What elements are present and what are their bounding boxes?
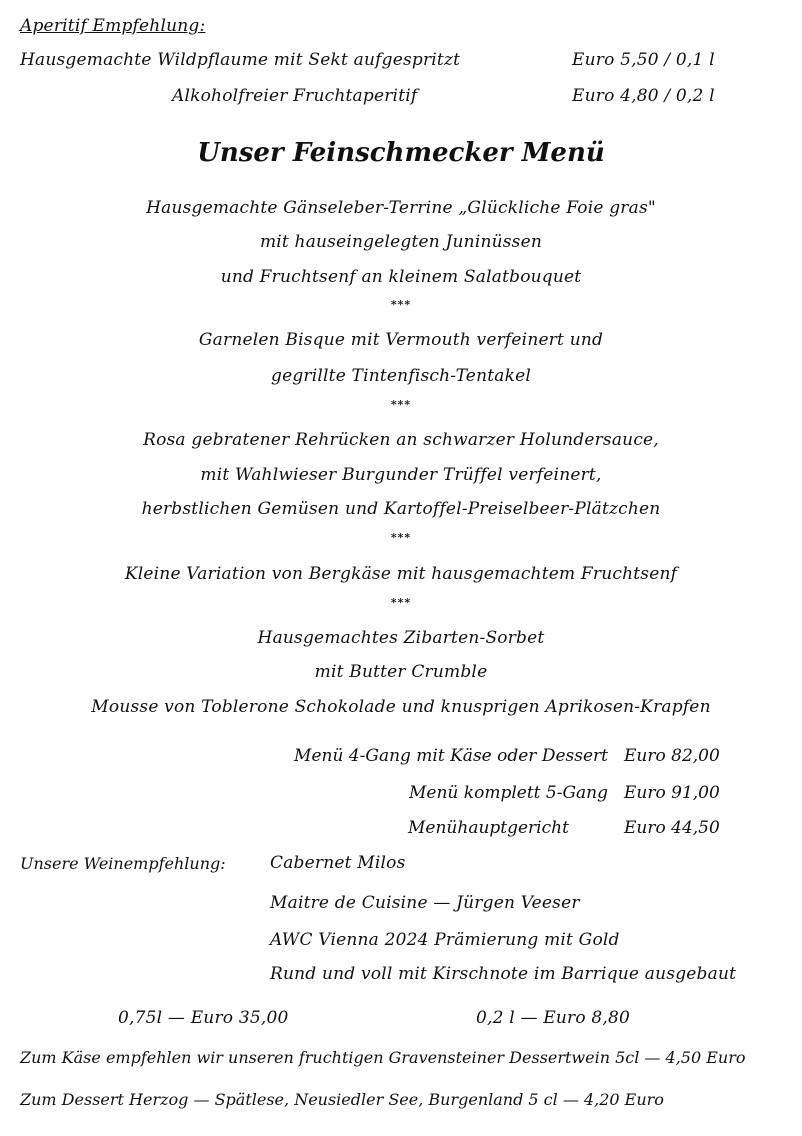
course-line: Mousse von Toblerone Schokolade und knusprigen Aprikosen-Krapfen bbox=[91, 697, 711, 717]
course-separator: *** bbox=[390, 531, 412, 544]
course-separator: *** bbox=[390, 298, 412, 311]
wine-price-bottle: 0,75l — Euro 35,00 bbox=[118, 1008, 289, 1028]
course-separator: *** bbox=[390, 398, 412, 411]
menu-price-label: Menü 4-Gang mit Käse oder Dessert bbox=[294, 746, 608, 766]
course-line: Rosa gebratener Rehrücken an schwarzer Holundersauce, bbox=[143, 430, 659, 450]
course-line: mit Wahlwieser Burgunder Trüffel verfeinert, bbox=[200, 465, 602, 485]
wine-price-glass: 0,2 l — Euro 8,80 bbox=[476, 1008, 631, 1028]
course-line: Garnelen Bisque mit Vermouth verfeinert und bbox=[198, 330, 604, 350]
aperitif-item-name: Alkoholfreier Fruchtaperitif bbox=[172, 86, 418, 106]
menu-price-label: Menü komplett 5-Gang bbox=[409, 783, 608, 803]
menu-title: Unser Feinschmecker Menü bbox=[197, 138, 605, 168]
course-line: Hausgemachte Gänseleber-Terrine „Glückliche Foie gras" bbox=[146, 198, 656, 218]
course-line: Hausgemachtes Zibarten-Sorbet bbox=[257, 628, 545, 648]
aperitif-item-price: Euro 4,80 / 0,2 l bbox=[572, 86, 715, 106]
wine-detail: AWC Vienna 2024 Prämierung mit Gold bbox=[270, 930, 620, 950]
menu-price-value: Euro 91,00 bbox=[624, 783, 720, 803]
menu-price-value: Euro 44,50 bbox=[624, 818, 720, 838]
dessert-wine-line: Zum Käse empfehlen wir unseren fruchtigen Gravensteiner Dessertwein 5cl — 4,50 Euro bbox=[20, 1048, 746, 1067]
dessert-wine-line: Zum Dessert Herzog — Spätlese, Neusiedler See, Burgenland 5 cl — 4,20 Euro bbox=[20, 1090, 664, 1109]
aperitif-item-price: Euro 5,50 / 0,1 l bbox=[572, 50, 715, 70]
menu-price-label: Menühauptgericht bbox=[408, 818, 569, 838]
course-line: gegrillte Tintenfisch-Tentakel bbox=[271, 366, 531, 386]
aperitif-item-name: Hausgemachte Wildpflaume mit Sekt aufgespritzt bbox=[20, 50, 461, 70]
wine-detail: Rund und voll mit Kirschnote im Barrique ausgebaut bbox=[270, 964, 737, 984]
menu-price-value: Euro 82,00 bbox=[624, 746, 720, 766]
course-line: und Fruchtsenf an kleinem Salatbouquet bbox=[220, 267, 582, 287]
wine-detail: Maitre de Cuisine — Jürgen Veeser bbox=[270, 893, 580, 913]
course-line: Kleine Variation von Bergkäse mit hausgemachtem Fruchtsenf bbox=[124, 564, 678, 584]
course-separator: *** bbox=[390, 596, 412, 609]
course-line: mit hauseingelegten Juninüssen bbox=[259, 232, 543, 252]
wine-name: Cabernet Milos bbox=[270, 853, 406, 873]
course-line: mit Butter Crumble bbox=[314, 662, 488, 682]
wine-heading: Unsere Weinempfehlung: bbox=[20, 854, 226, 873]
aperitif-heading: Aperitif Empfehlung: bbox=[20, 16, 206, 36]
course-line: herbstlichen Gemüsen und Kartoffel-Preiselbeer-Plätzchen bbox=[141, 499, 661, 519]
